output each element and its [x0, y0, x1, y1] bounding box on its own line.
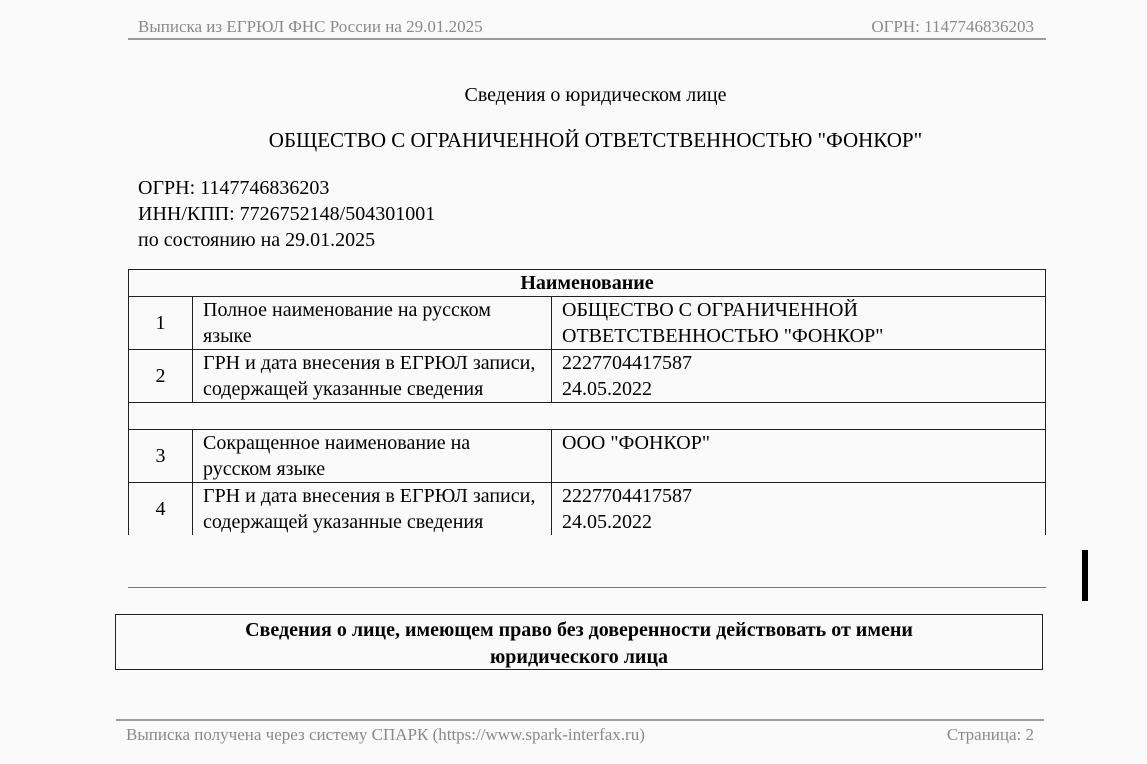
row-number: 3: [129, 430, 193, 483]
row-value: [552, 297, 1046, 350]
row-value-line: 2227704417587: [562, 352, 692, 374]
company-identifiers: [138, 175, 435, 253]
row-value: [552, 350, 1046, 403]
row-value: [552, 430, 1046, 483]
row-number: 2: [129, 350, 193, 403]
organization-name: ОБЩЕСТВО С ОГРАНИЧЕННОЙ ОТВЕТСТВЕННОСТЬЮ "ФОНКОР": [268, 128, 923, 152]
authorized-person-section-header: [115, 614, 1043, 670]
inn-kpp-line: ИНН/КПП: 7726752148/504301001: [138, 203, 436, 225]
document-title: Сведения о юридическом лице: [464, 84, 727, 106]
row-value-line: ООО "ФОНКОР": [562, 432, 710, 454]
table-row: [129, 483, 1046, 536]
table-row: [129, 297, 1046, 350]
table-row: [129, 350, 1046, 403]
table-spacer-row: [129, 403, 1046, 430]
name-info-table: [128, 269, 1046, 535]
ogrn-line: ОГРН: 1147746836203: [138, 177, 330, 199]
row-value-line: ОБЩЕСТВО С ОГРАНИЧЕННОЙ: [562, 299, 858, 321]
row-value-line: 24.05.2022: [562, 378, 652, 400]
row-value-line: 2227704417587: [562, 485, 692, 507]
section-title-line: юридического лица: [490, 646, 668, 668]
row-label: ГРН и дата внесения в ЕГРЮЛ записи, содержащей указанные сведения: [193, 483, 552, 536]
table-section-header-row: [129, 270, 1046, 297]
row-value-line: 24.05.2022: [562, 511, 652, 533]
row-number: 4: [129, 483, 193, 536]
header-extract-title: Выписка из ЕГРЮЛ ФНС России на 29.01.2025: [138, 17, 483, 36]
header-ogrn: ОГРН: 1147746836203: [871, 17, 1034, 36]
table-section-header: Наименование: [129, 270, 1046, 297]
row-number: 1: [129, 297, 193, 350]
text-cursor-indicator: [1082, 550, 1088, 601]
row-value-line: ОТВЕТСТВЕННОСТЬЮ "ФОНКОР": [562, 325, 884, 347]
section-title-line: Сведения о лице, имеющем право без доверенности действовать от имени: [245, 619, 913, 641]
page-footer: [116, 719, 1044, 747]
as-of-date-line: по состоянию на 29.01.2025: [138, 229, 376, 251]
row-value: [552, 483, 1046, 536]
row-label: Сокращенное наименование на русском языке: [193, 430, 552, 483]
table-page-break-line: [128, 587, 1046, 589]
row-label: ГРН и дата внесения в ЕГРЮЛ записи, содержащей указанные сведения: [193, 350, 552, 403]
page-header: [128, 16, 1046, 40]
footer-source: Выписка получена через систему СПАРК (https://www.spark-interfax.ru): [126, 725, 645, 744]
table-row: [129, 430, 1046, 483]
row-label: Полное наименование на русском языке: [193, 297, 552, 350]
page-number: Страница: 2: [946, 725, 1034, 744]
